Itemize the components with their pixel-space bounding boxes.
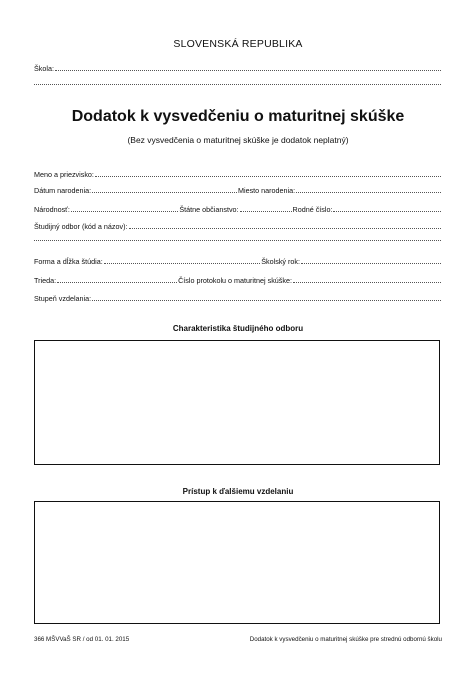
document-subtitle: (Bez vysvedčenia o maturitnej skúške je dodatok neplatný): [127, 135, 349, 145]
study-field-field[interactable]: [129, 228, 442, 229]
characteristics-heading: Charakteristika študijného odboru: [172, 324, 304, 333]
study-field-label: Študijný odbor (kód a názov):: [34, 222, 128, 231]
school-label: Škola:: [34, 64, 54, 73]
education-level-field[interactable]: [92, 300, 441, 301]
protocol-label: Číslo protokolu o maturitnej skúške:: [178, 276, 292, 285]
study-field-line: [34, 222, 442, 231]
document-title: Dodatok k vysvedčeniu o maturitnej skúške: [71, 108, 405, 125]
school-field-2[interactable]: [34, 84, 441, 85]
nationality-label: Národnosť:: [34, 205, 70, 214]
school-line: [34, 64, 442, 73]
citizenship-label: Štátne občianstvo:: [179, 205, 239, 214]
school-field[interactable]: [55, 70, 441, 71]
name-field[interactable]: [95, 176, 441, 177]
study-form-label: Forma a dĺžka štúdia:: [34, 257, 103, 266]
citizenship-field[interactable]: [240, 211, 292, 212]
study-form-field[interactable]: [104, 263, 261, 264]
further-education-heading: Prístup k ďalšiemu vzdelaniu: [182, 487, 294, 496]
study-field-field-2[interactable]: [34, 240, 441, 241]
name-line: [34, 170, 442, 179]
further-education-box[interactable]: [34, 501, 440, 624]
nationality-field[interactable]: [71, 211, 179, 212]
class-label: Trieda:: [34, 276, 57, 285]
school-line-2: [34, 84, 442, 87]
study-form-line: [34, 257, 442, 266]
birth-number-label: Rodné číslo:: [292, 205, 333, 214]
birth-date-field[interactable]: [92, 192, 237, 193]
school-year-field[interactable]: [301, 263, 441, 264]
school-year-label: Školský rok:: [261, 257, 300, 266]
birth-place-field[interactable]: [296, 192, 441, 193]
study-field-line-2: [34, 240, 442, 243]
birth-place-label: Miesto narodenia:: [238, 186, 296, 195]
birth-date-label: Dátum narodenia:: [34, 186, 92, 195]
footer-right: Dodatok k vysvedčeniu o maturitnej skúške pre strednú odbornú školu: [249, 636, 442, 643]
birth-number-field[interactable]: [333, 211, 441, 212]
name-label: Meno a priezvisko:: [34, 170, 94, 179]
nationality-line: [34, 205, 442, 214]
footer-left: 366 MŠVVaŠ SR / od 01. 01. 2015: [34, 636, 130, 643]
education-level-label: Stupeň vzdelania:: [34, 294, 92, 303]
class-field[interactable]: [57, 282, 177, 283]
characteristics-box[interactable]: [34, 340, 440, 465]
class-line: [34, 276, 442, 285]
birth-line: [34, 186, 442, 195]
education-level-line: [34, 294, 442, 303]
country-heading: SLOVENSKÁ REPUBLIKA: [173, 38, 303, 50]
protocol-field[interactable]: [293, 282, 441, 283]
